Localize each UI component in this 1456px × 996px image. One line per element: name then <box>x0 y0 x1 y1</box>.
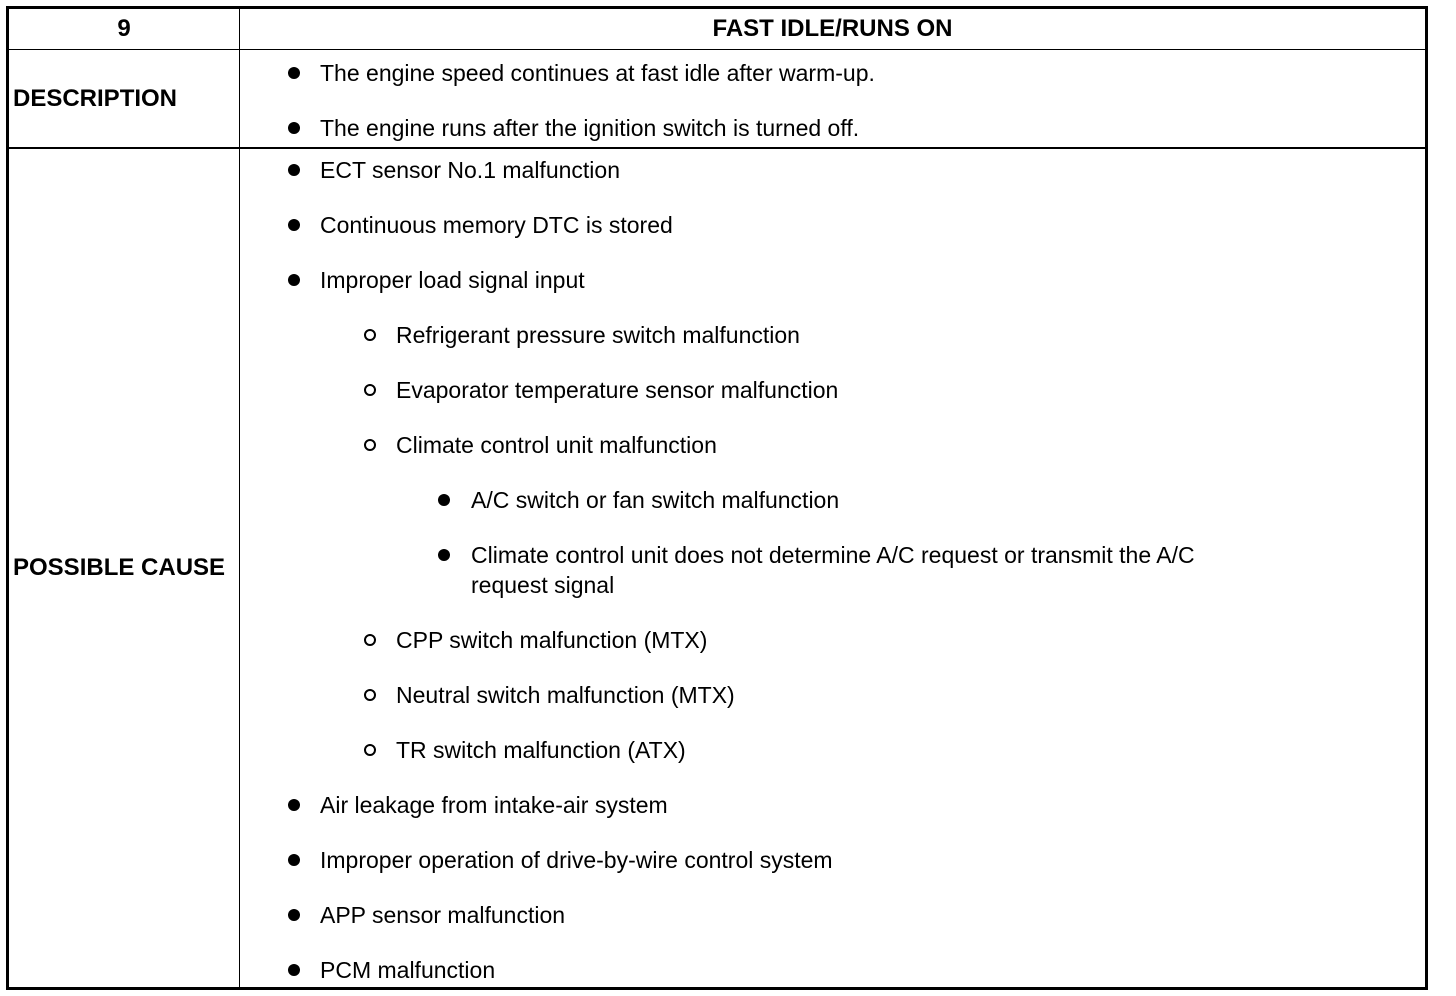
bullet-icon <box>288 122 300 134</box>
list-item <box>288 900 565 930</box>
hollow-bullet-icon <box>364 329 376 341</box>
possible-cause-label <box>9 149 240 987</box>
list-item-text: The engine runs after the ignition switch is turned off. <box>320 115 860 141</box>
list-item <box>438 485 1271 515</box>
list-item-text: TR switch malfunction (ATX) <box>396 737 686 763</box>
list-item <box>438 540 1271 600</box>
bullet-icon <box>288 274 300 286</box>
bullet-icon <box>288 799 300 811</box>
list-item-text: PCM malfunction <box>320 957 496 983</box>
symptom-number: 9 <box>9 9 240 49</box>
list-item <box>364 625 707 655</box>
possible-cause-row <box>9 149 1425 987</box>
list-item <box>288 845 833 875</box>
bullet-icon <box>288 964 300 976</box>
hollow-bullet-icon <box>364 384 376 396</box>
list-item-text: Neutral switch malfunction (MTX) <box>396 682 735 708</box>
list-item-text: Continuous memory DTC is stored <box>320 212 673 238</box>
bullet-icon <box>438 549 450 561</box>
list-item-text: ECT sensor No.1 malfunction <box>320 157 620 183</box>
hollow-bullet-icon <box>364 439 376 451</box>
possible-cause-list <box>240 149 1425 987</box>
list-item-text: The engine speed continues at fast idle after warm-up. <box>320 60 875 86</box>
list-item-text: Climate control unit malfunction <box>396 432 717 458</box>
list-item <box>288 113 859 143</box>
list-item <box>364 320 800 350</box>
bullet-icon <box>288 854 300 866</box>
diagnostic-table <box>6 6 1428 990</box>
list-item <box>288 155 620 185</box>
table-header-row <box>9 9 1425 50</box>
hollow-bullet-icon <box>364 689 376 701</box>
list-item <box>364 735 686 765</box>
hollow-bullet-icon <box>364 634 376 646</box>
list-item-text: Improper operation of drive-by-wire control system <box>320 847 833 873</box>
list-item <box>288 265 585 295</box>
list-item-text: Evaporator temperature sensor malfunction <box>396 377 839 403</box>
list-item-text: Refrigerant pressure switch malfunction <box>396 322 800 348</box>
description-row <box>9 50 1425 149</box>
bullet-icon <box>438 494 450 506</box>
list-item <box>288 790 668 820</box>
bullet-icon <box>288 164 300 176</box>
bullet-icon <box>288 219 300 231</box>
list-item <box>364 375 838 405</box>
hollow-bullet-icon <box>364 744 376 756</box>
list-item <box>364 430 717 460</box>
list-item-text: A/C switch or fan switch malfunction <box>471 487 840 513</box>
description-label-text: DESCRIPTION <box>13 84 178 112</box>
description-list <box>240 50 1425 147</box>
list-item-text: Improper load signal input <box>320 267 585 293</box>
symptom-title: FAST IDLE/RUNS ON <box>712 15 953 42</box>
list-item <box>364 680 735 710</box>
list-item-text: CPP switch malfunction (MTX) <box>396 627 708 653</box>
list-item <box>288 58 875 88</box>
possible-cause-label-text: POSSIBLE CAUSE <box>13 554 226 581</box>
list-item-text: APP sensor malfunction <box>320 902 566 928</box>
bullet-icon <box>288 67 300 79</box>
list-item-text: Climate control unit does not determine A/C request or transmit the A/C request signal <box>471 542 1195 598</box>
bullet-icon <box>288 909 300 921</box>
list-item-text: Air leakage from intake-air system <box>320 792 668 818</box>
description-label <box>9 50 240 147</box>
list-item <box>288 955 495 985</box>
list-item <box>288 210 673 240</box>
